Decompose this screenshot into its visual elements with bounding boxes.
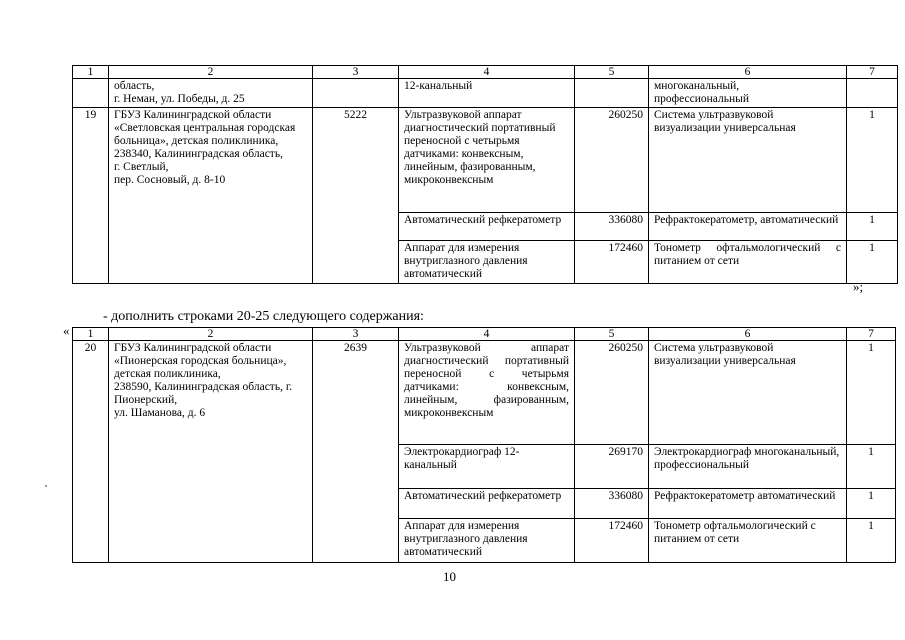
org-address-cell: ГБУЗ Калининградской области «Светловская центральная городская больница», детская поликлиника, 238340, Калининградская область, г. Светлый, пер. Сосновый, д. 8-10 [109,108,313,284]
equipment-cell: 12-канальный [399,79,575,108]
column-number: 3 [313,328,399,341]
nomenclature-cell: Электрокардиограф многоканальный, профессиональный [649,445,847,489]
nomenclature-code-cell: 336080 [575,489,649,519]
equipment-cell: Автоматический рефкератометр [399,213,575,241]
quantity-cell: 1 [847,241,898,284]
org-address-cell: ГБУЗ Калининградской области «Пионерская городская больница», детская поликлиника, 238590, Калининградская область, г. Пионерский, ул. Шаманова, д. 6 [109,341,313,563]
nomenclature-cell: Тонометр офтальмологический с питанием от сети [649,241,847,284]
column-number: 2 [109,328,313,341]
column-number: 4 [399,66,575,79]
amendment-paragraph: - дополнить строками 20-25 следующего содержания: [103,309,424,324]
column-number: 6 [649,66,847,79]
column-number: 4 [399,328,575,341]
table-cell [575,79,649,108]
org-code-cell: 5222 [313,108,399,284]
nomenclature-code-cell: 172460 [575,519,649,563]
table-row [73,341,896,445]
quantity-cell: 1 [847,445,896,489]
nomenclature-cell: Система ультразвуковой визуализации универсальная [649,341,847,445]
closing-quote: »; [853,279,864,294]
nomenclature-code-cell: 172460 [575,241,649,284]
nomenclature-cell: Система ультразвуковой визуализации универсальная [649,108,847,213]
equipment-cell: Электрокардиограф 12-канальный [399,445,575,489]
equipment-table-additions [72,327,896,563]
equipment-cell: Ультразвуковой аппарат диагностический портативный переносной с четырьмя датчиками: конвексным, линейным, фазированным, микроконвексным [399,108,575,213]
quantity-cell: 1 [847,341,896,445]
equipment-cell: Аппарат для измерения внутриглазного давления автоматический [399,519,575,563]
table-cell [847,79,898,108]
org-code-cell: 2639 [313,341,399,563]
opening-quote: « [63,323,70,338]
nomenclature-cell: Тонометр офтальмологический с питанием от сети [649,519,847,563]
quantity-cell: 1 [847,108,898,213]
nomenclature-cell: многоканальный, профессиональный [649,79,847,108]
equipment-table-continued [72,65,898,284]
nomenclature-code-cell: 260250 [575,108,649,213]
table-header-row [73,66,898,79]
column-number: 1 [73,66,109,79]
equipment-cell: Аппарат для измерения внутриглазного давления автоматический [399,241,575,284]
nomenclature-code-cell: 336080 [575,213,649,241]
table-cell [73,79,109,108]
nomenclature-cell: Рефрактокератометр автоматический [649,489,847,519]
column-number: 7 [847,66,898,79]
nomenclature-code-cell: 269170 [575,445,649,489]
row-number-cell: 20 [73,341,109,563]
column-number: 2 [109,66,313,79]
column-number: 6 [649,328,847,341]
table-row [73,108,898,213]
nomenclature-cell: Рефрактокератометр, автоматический [649,213,847,241]
quantity-cell: 1 [847,489,896,519]
column-number: 1 [73,328,109,341]
quantity-cell: 1 [847,519,896,563]
row-number-cell: 19 [73,108,109,284]
column-number: 5 [575,66,649,79]
column-number: 7 [847,328,896,341]
nomenclature-code-cell: 260250 [575,341,649,445]
column-number: 3 [313,66,399,79]
column-number: 5 [575,328,649,341]
equipment-cell: Ультразвуковой аппарат диагностический портативный переносной с четырьмя датчиками: конвексным, линейным, фазированным, микроконвексным [399,341,575,445]
org-address-cell: область, г. Неман, ул. Победы, д. 25 [109,79,313,108]
quantity-cell: 1 [847,213,898,241]
table-header-row [73,328,896,341]
scan-speck [45,485,47,487]
page-number: 10 [443,569,456,584]
equipment-cell: Автоматический рефкератометр [399,489,575,519]
table-row [73,79,898,108]
table-cell [313,79,399,108]
